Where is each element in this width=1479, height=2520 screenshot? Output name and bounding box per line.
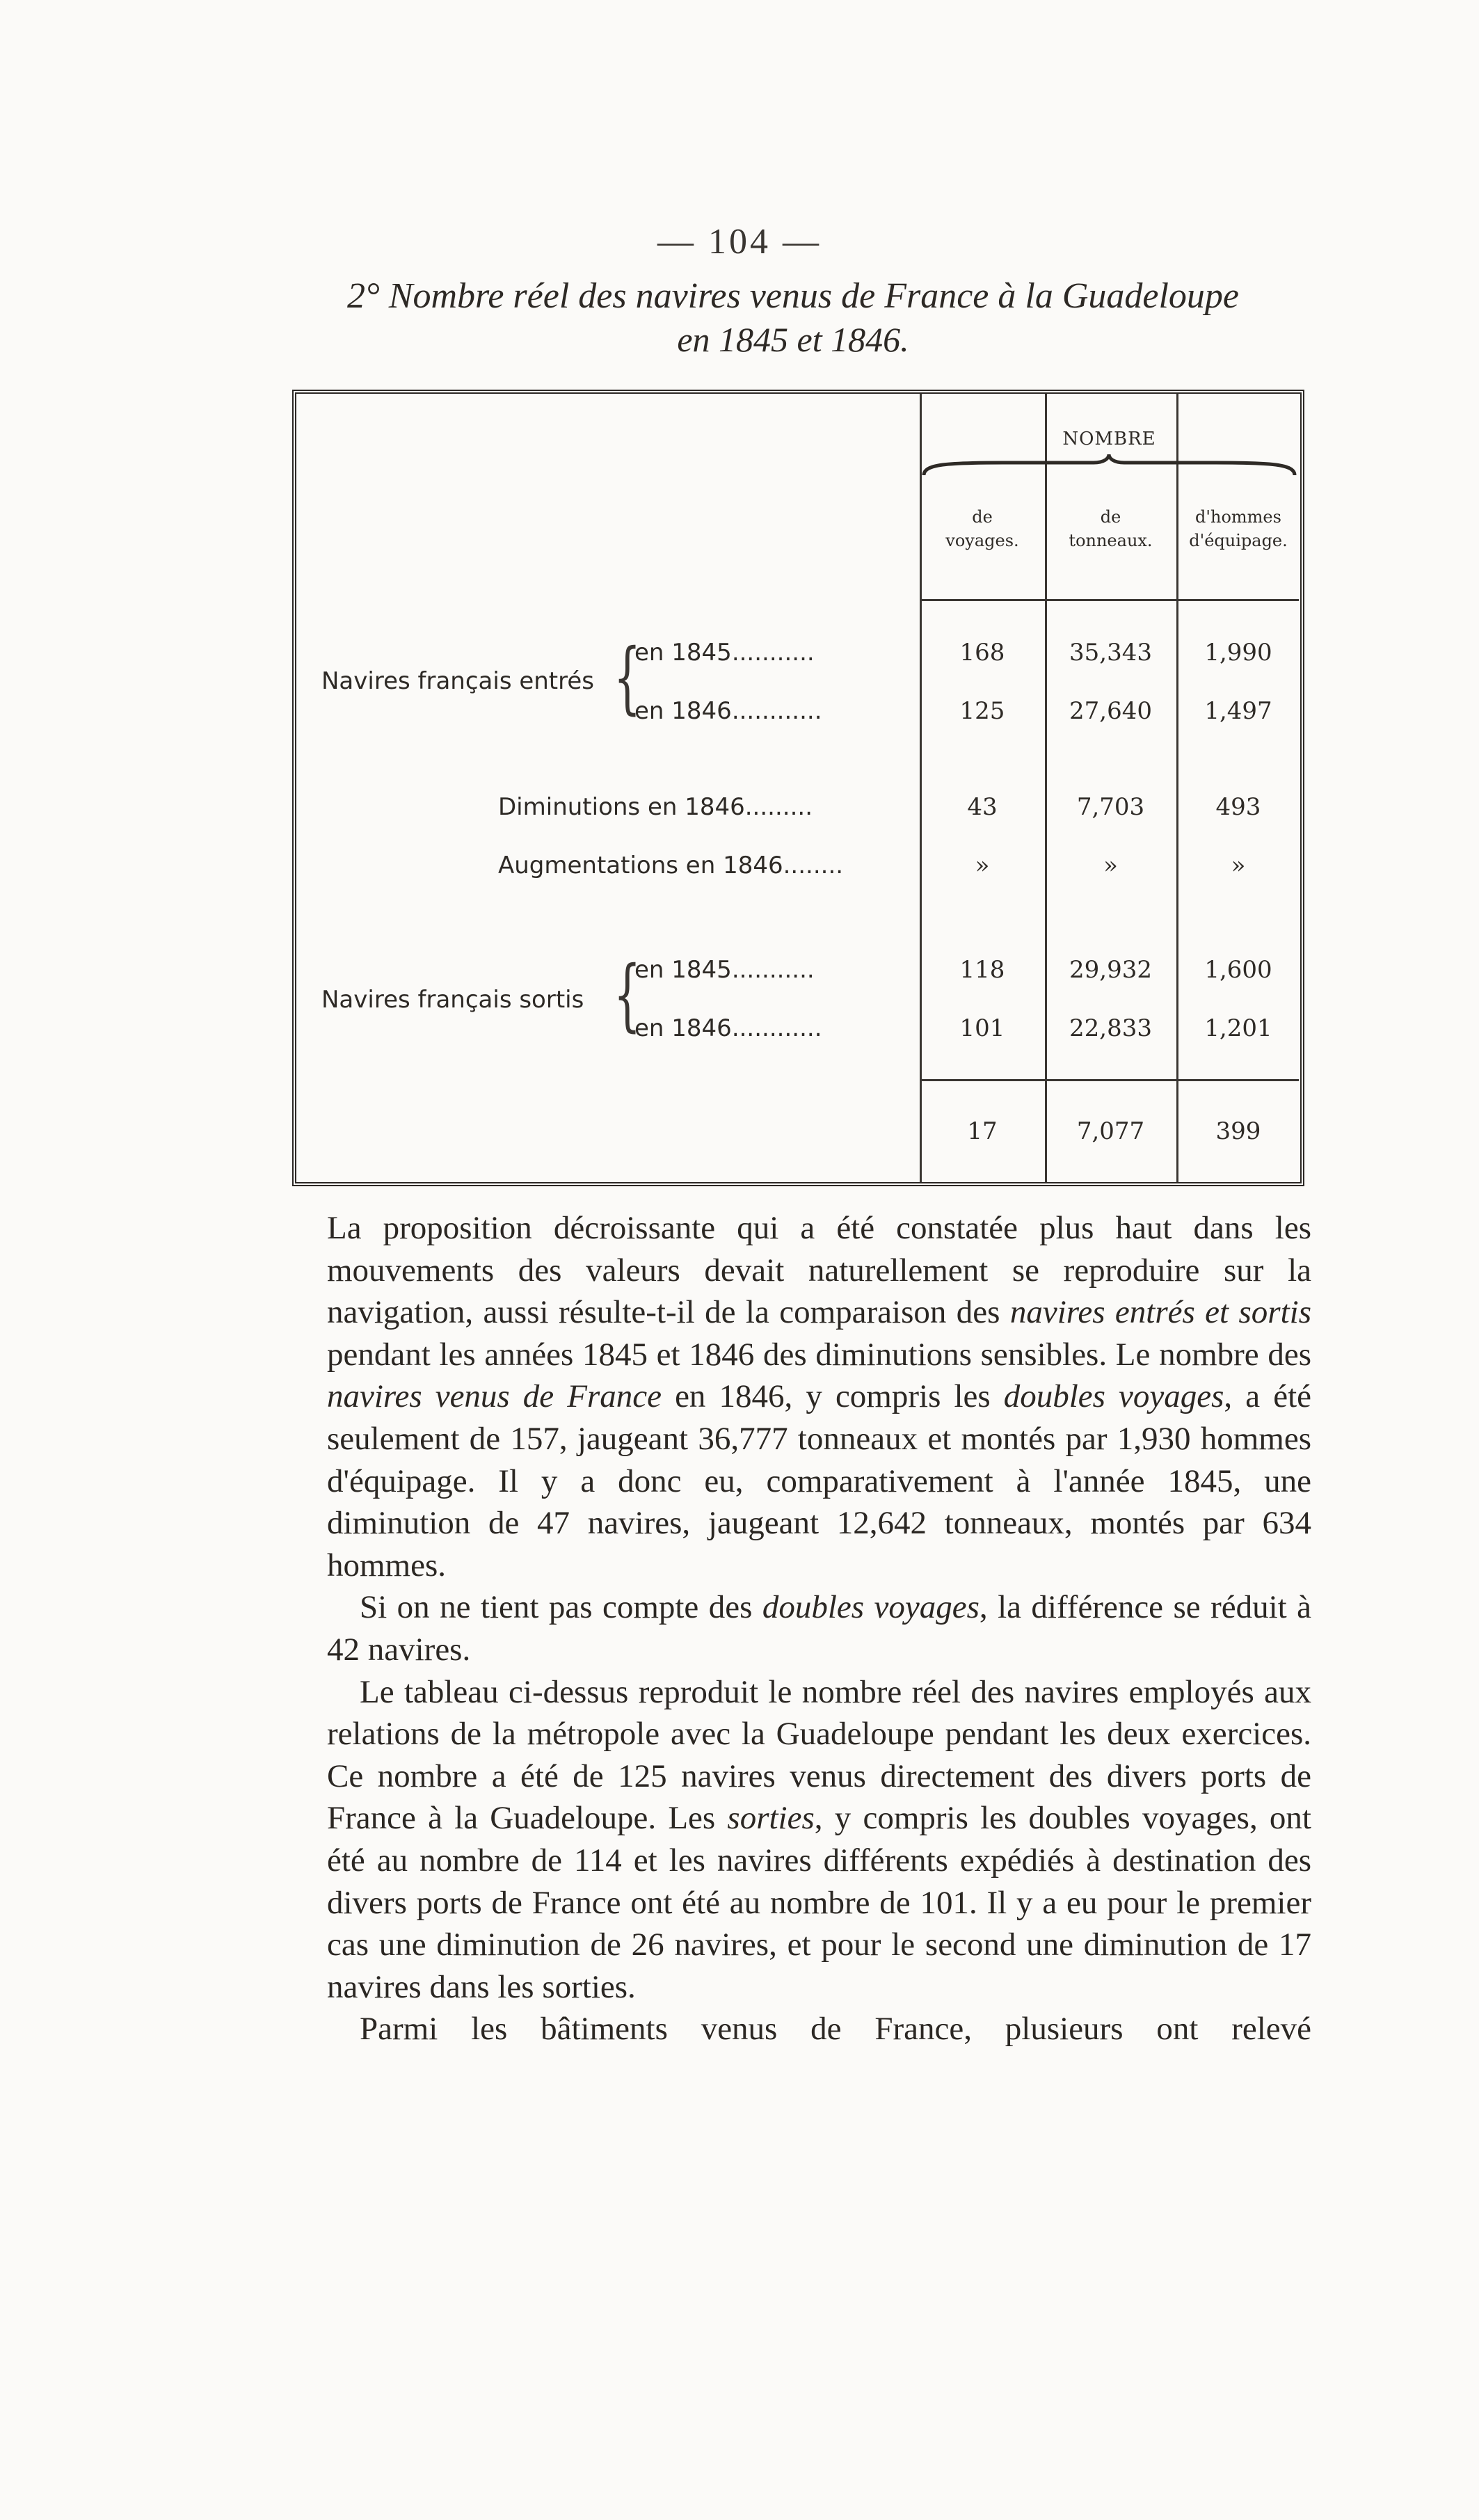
diminutions-text: Diminutions en 1846 (498, 793, 745, 821)
augmentations-hommes: » (1231, 852, 1246, 879)
col-header-hommes-line1: d'hommes (1195, 507, 1281, 527)
paragraph-3 (327, 1671, 1311, 2009)
paragraph-2 (327, 1586, 1311, 1670)
header-rule (920, 599, 1299, 601)
augmentations-tonneaux: » (1103, 852, 1118, 879)
entries-row-1846-label (634, 697, 822, 725)
entries-brace: { (614, 632, 641, 723)
statistics-table (292, 390, 1304, 1186)
exits-1845-voyages: 118 (959, 956, 1005, 984)
difference-voyages: 17 (967, 1117, 998, 1145)
p1-italic-doubles-voyages: doubles voyages (1003, 1378, 1224, 1415)
entries-label: Navires français entrés (321, 667, 594, 695)
p3-text-a: Le tableau ci-dessus reproduit le nombre réel des navires employés aux relations de la métropole avec la Guadeloupe pendant les deux exercices. Ce nombre a été de 125 navires venus directement des divers ports de France à la Guadeloupe. Les (327, 1673, 1311, 1837)
exits-1846-voyages: 101 (959, 1014, 1005, 1042)
exits-row-1846-label (634, 1014, 822, 1042)
p2-text-a: Si on ne tient pas compte des (360, 1589, 762, 1626)
difference-hommes: 399 (1215, 1117, 1261, 1145)
col-header-voyages-line1: de (972, 507, 993, 527)
col-header-hommes-line2: d'équipage. (1189, 531, 1288, 550)
p3-text-c: , y compris les doubles voyages, ont été au nombre de 114 et les navires différents expédiés à destination des divers ports de France ont été au nombre de 101. Il y a eu pour le premier cas une diminution de 26 navires, et pour le second une diminution de 17 navires dans les sorties. (327, 1800, 1311, 2005)
col-header-hommes (1176, 505, 1300, 552)
exits-row-1845-label (634, 956, 815, 984)
leader-dots: ........... (731, 639, 815, 667)
diminutions-voyages: 43 (967, 793, 998, 821)
p1-text-a: La proposition décroissante qui a été constatée plus haut dans les mouvements des valeurs devait naturellement se reproduire sur la navigation, aussi résulte-t-il de la comparaison des (327, 1210, 1311, 1331)
col-header-voyages (920, 505, 1045, 552)
p1-italic-navires-venus: navires venus de France (327, 1378, 662, 1415)
augmentations-label (498, 852, 843, 879)
p1-text-c: pendant les années 1845 et 1846 des diminutions sensibles. Le nombre des (327, 1336, 1311, 1373)
total-rule (920, 1079, 1299, 1081)
p1-italic-navires-entres: navires entrés et sortis (1009, 1294, 1311, 1331)
p2-italic-doubles-voyages: doubles voyages (762, 1589, 980, 1626)
col-header-voyages-line2: voyages. (945, 531, 1019, 550)
entries-row-1845-text: en 1845 (634, 639, 732, 667)
col-header-tonneaux-line1: de (1100, 507, 1121, 527)
paragraph-1 (327, 1207, 1311, 1586)
p2-text-c: , la différence se réduit à 42 navires. (327, 1589, 1312, 1668)
leader-dots: ........ (783, 852, 844, 879)
p3-italic-sorties: sorties (727, 1800, 815, 1837)
entries-1845-tonneaux: 35,343 (1069, 639, 1152, 667)
exits-1846-tonneaux: 22,833 (1069, 1014, 1152, 1042)
exits-1845-tonneaux: 29,932 (1069, 956, 1152, 984)
col-header-tonneaux (1045, 505, 1176, 552)
difference-tonneaux: 7,077 (1076, 1117, 1145, 1145)
exits-row-1846-text: en 1846 (634, 1014, 732, 1042)
heading-line-2: en 1845 et 1846. (677, 320, 909, 359)
entries-1846-voyages: 125 (959, 697, 1005, 725)
entries-1846-hommes: 1,497 (1204, 697, 1272, 725)
p1-text-e: en 1846, y compris les (661, 1378, 1004, 1415)
leader-dots: ............ (731, 697, 822, 725)
diminutions-label (498, 793, 813, 821)
leader-dots: ........... (731, 956, 815, 984)
exits-label: Navires français sortis (321, 986, 584, 1014)
diminutions-tonneaux: 7,703 (1076, 793, 1145, 821)
exits-brace: { (614, 950, 641, 1040)
group-brace (920, 453, 1299, 481)
body-text (327, 1207, 1311, 2050)
heading-line-1: 2° Nombre réel des navires venus de France à la Guadeloupe (347, 276, 1239, 316)
diminutions-hommes: 493 (1215, 793, 1261, 821)
entries-row-1846-text: en 1846 (634, 697, 732, 725)
exits-row-1845-text: en 1845 (634, 956, 732, 984)
leader-dots: ............ (731, 1014, 822, 1042)
entries-row-1845-label (634, 639, 815, 667)
p1-text-g: , a été seulement de 157, jaugeant 36,777 tonneaux et montés par 1,930 hommes d'équipage. Il y a donc eu, comparativement à l'année 1845, une diminution de 47 navires, jaugeant 12,642 tonneaux, montés par 634 hommes. (327, 1378, 1311, 1584)
augmentations-text: Augmentations en 1846 (498, 852, 783, 879)
entries-1845-hommes: 1,990 (1204, 639, 1272, 667)
exits-1845-hommes: 1,600 (1204, 956, 1272, 984)
entries-1845-voyages: 168 (959, 639, 1005, 667)
page-number: — 104 — (657, 222, 822, 262)
group-header-nombre: NOMBRE (1062, 429, 1156, 449)
exits-1846-hommes: 1,201 (1204, 1014, 1272, 1042)
paragraph-4: Parmi les bâtiments venus de France, plusieurs ont relevé (360, 2011, 1311, 2048)
leader-dots: ......... (744, 793, 813, 821)
entries-1846-tonneaux: 27,640 (1069, 697, 1152, 725)
col-header-tonneaux-line2: tonneaux. (1069, 531, 1153, 550)
augmentations-voyages: » (975, 852, 990, 879)
